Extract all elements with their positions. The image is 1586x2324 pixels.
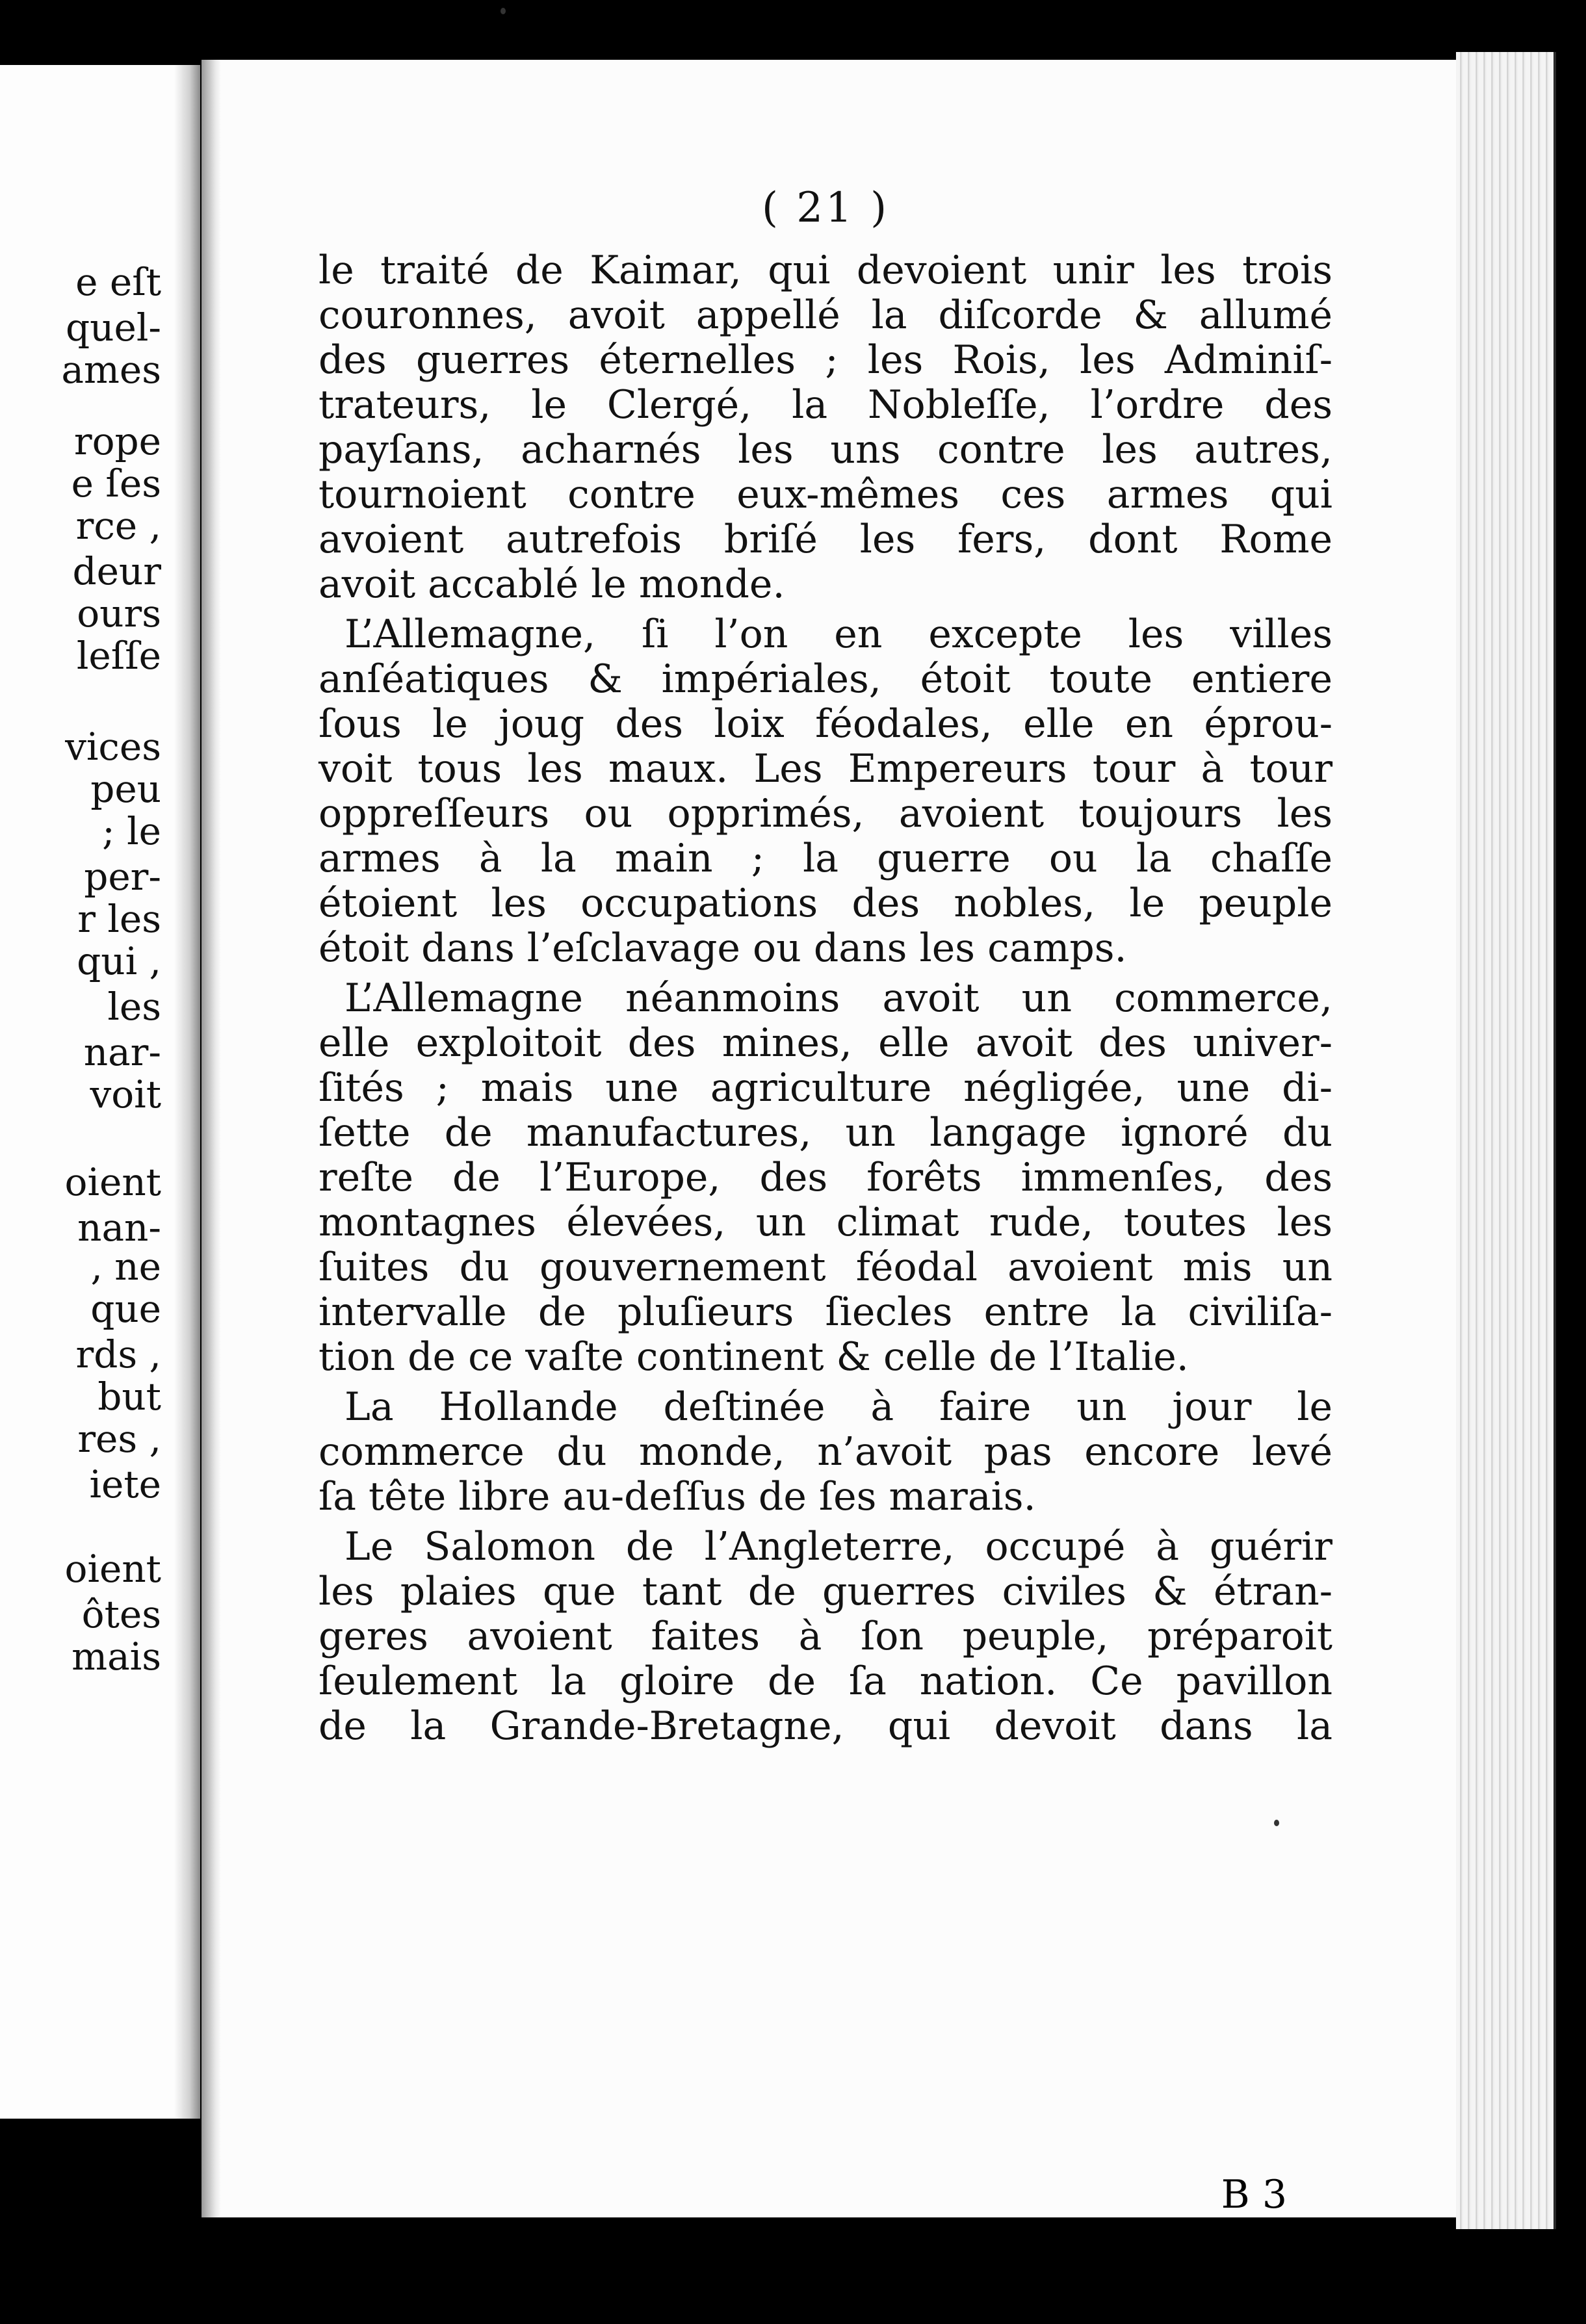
paragraph (318, 1385, 1332, 1519)
text-line: payſans, acharnés les uns contre les autres, (318, 427, 1332, 472)
text-line: des guerres éternelles ; les Rois, les Adminiſ- (318, 337, 1332, 383)
text-line: anſéatiques & impériales, étoit toute entiere (318, 656, 1332, 702)
text-line: étoit dans l’eſclavage ou dans les camps. (318, 925, 1127, 971)
left-page-fragment: nar- (83, 1030, 161, 1074)
left-page-fragment: rce , (75, 504, 161, 548)
left-page-fragment: e eſt (75, 260, 161, 304)
left-page-fragment: nan- (77, 1206, 161, 1250)
left-page-fragment: deur (72, 549, 161, 593)
text-line: trateurs, le Clergé, la Nobleſſe, l’ordre des (318, 382, 1332, 428)
text-line: geres avoient faites à ſon peuple, préparoit (318, 1614, 1332, 1659)
scan-speck (500, 8, 506, 14)
page-number: ( 21 ) (761, 184, 890, 232)
text-line: armes à la main ; la guerre ou la chaſſe (318, 836, 1332, 881)
scan-speck (1274, 1820, 1279, 1826)
left-page-gutter (174, 65, 200, 2119)
text-line: couronnes, avoit appellé la diſcorde & allumé (318, 292, 1332, 338)
paragraph (318, 1525, 1332, 1749)
left-page-fragment: , ne (90, 1245, 161, 1289)
left-page-fragment: per- (84, 855, 161, 899)
left-page-fragment: but (98, 1375, 161, 1419)
left-page-fragment: r les (77, 897, 161, 941)
text-line: ſous le joug des loix féodales, elle en éprou- (318, 701, 1332, 747)
text-line: tournoient contre eux-mêmes ces armes qui (318, 472, 1332, 517)
page-text-block (318, 184, 1332, 1951)
text-line: ſette de manufactures, un langage ignoré du (318, 1110, 1332, 1156)
text-line: La Hollande deſtinée à faire un jour le (344, 1384, 1332, 1430)
text-line: L’Allemagne néanmoins avoit un commerce, (344, 975, 1332, 1021)
left-page-fragment: peu (90, 767, 161, 811)
left-page-fragment: oient (64, 1547, 161, 1591)
left-page-fragment: ; le (102, 809, 161, 853)
text-line: le traité de Kaimar, qui devoient unir les trois (318, 248, 1332, 293)
text-line: reſte de l’Europe, des forêts immenſes, des (318, 1155, 1332, 1200)
text-line: de la Grande-Bretagne, qui devoit dans la (318, 1703, 1332, 1749)
left-page-fragment: rds , (75, 1332, 161, 1376)
text-line: montagnes élevées, un climat rude, toutes les (318, 1200, 1332, 1245)
paragraph (318, 248, 1332, 607)
book-page-edges (1456, 52, 1556, 2229)
paragraph (318, 976, 1332, 1380)
left-page-fragment: vices (65, 725, 161, 769)
text-line: voit tous les maux. Les Empereurs tour à tour (318, 746, 1332, 792)
left-facing-page (0, 65, 200, 2119)
left-page-fragment: rope (73, 419, 161, 463)
left-page-fragment: ôtes (81, 1592, 161, 1636)
text-line: L’Allemagne, ſi l’on en excepte les villes (344, 612, 1332, 657)
left-page-fragment: oient (64, 1160, 161, 1204)
paragraph (318, 612, 1332, 971)
right-page (202, 60, 1456, 2217)
left-page-fragment: voit (90, 1072, 161, 1117)
text-line: Le Salomon de l’Angleterre, occupé à guérir (344, 1524, 1332, 1569)
left-page-fragment: qui , (77, 939, 161, 983)
right-page-gutter-shade (202, 60, 221, 2217)
left-page-fragment: iete (89, 1462, 161, 1506)
text-line: elle exploitoit des mines, elle avoit des univer- (318, 1020, 1332, 1066)
text-line: ſités ; mais une agriculture négligée, une di- (318, 1065, 1332, 1111)
text-line: oppreſſeurs ou opprimés, avoient toujours les (318, 791, 1332, 836)
left-page-fragment: ames (61, 348, 161, 392)
text-line: commerce du monde, n’avoit pas encore levé (318, 1429, 1332, 1475)
text-line: intervalle de pluſieurs ſiecles entre la civiliſa- (318, 1289, 1332, 1335)
left-page-fragment: que (90, 1287, 161, 1331)
left-page-fragment: res , (77, 1417, 161, 1461)
left-page-fragment: mais (72, 1634, 161, 1679)
text-line: tion de ce vaſte continent & celle de l’Italie. (318, 1334, 1189, 1380)
text-line: ſuites du gouvernement féodal avoient mis un (318, 1245, 1332, 1290)
left-page-fragment: les (107, 985, 161, 1029)
left-page-fragment: leſſe (76, 634, 161, 678)
paragraphs (318, 248, 1332, 1749)
text-line: avoient autrefois briſé les fers, dont Rome (318, 517, 1332, 562)
text-line: les plaies que tant de guerres civiles & étran- (318, 1569, 1332, 1614)
text-line: ſa tête libre au-deſſus de ſes marais. (318, 1474, 1036, 1519)
left-page-fragment: quel- (66, 305, 161, 350)
left-page-fragment: e ſes (71, 461, 161, 506)
left-page-fragment: ours (77, 591, 161, 636)
text-line: étoient les occupations des nobles, le peuple (318, 881, 1332, 926)
text-line: ſeulement la gloire de ſa nation. Ce pavillon (318, 1659, 1332, 1704)
catchword: B 3 (1221, 2172, 1287, 2217)
text-line: avoit accablé le monde. (318, 562, 785, 607)
